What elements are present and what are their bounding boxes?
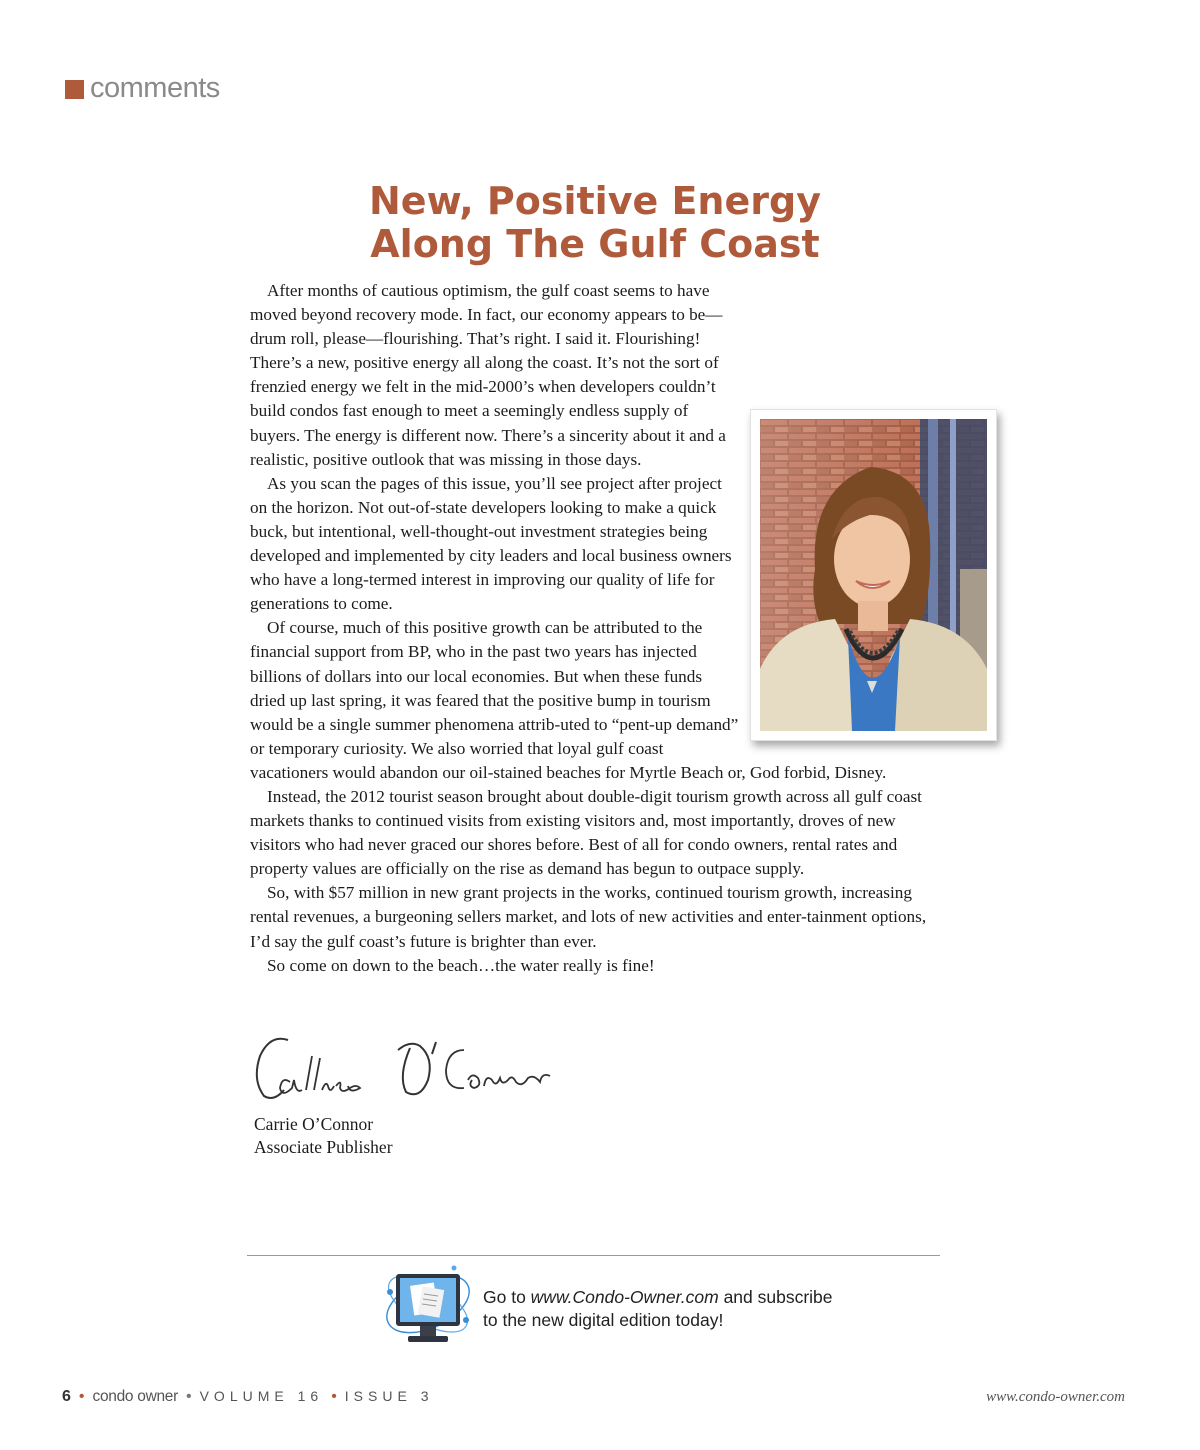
author-photo bbox=[750, 407, 1008, 752]
bullet-icon: • bbox=[78, 1388, 85, 1405]
paragraph-3: Of course, much of this positive growth can be attributed to the financial support from BP, who in the past two years has injected billions of dollars into our local economies. But when these funds dried up last spring, it was feared that the positive bump in tourism would be a single summer phenomena attrib-uted to “pent-up demand” or temporary curiosity. We also worried that loyal gulf coast vacationers would abandon our oil-stained beaches for Myrtle Beach or, God forbid, Disney. bbox=[250, 618, 887, 782]
section-header bbox=[65, 72, 220, 105]
divider-line bbox=[247, 1255, 940, 1256]
article-title-line-1: New, Positive Energy bbox=[369, 179, 821, 223]
author-name: Carrie O’Connor bbox=[254, 1114, 374, 1134]
author-portrait-image bbox=[760, 419, 987, 731]
article-title-line-2: Along The Gulf Coast bbox=[370, 222, 820, 266]
bullet-icon: • bbox=[331, 1388, 337, 1405]
volume-label: VOLUME 16 bbox=[199, 1388, 324, 1404]
subscribe-promo bbox=[483, 1286, 833, 1332]
article-body bbox=[250, 279, 940, 978]
page-number: 6 bbox=[62, 1388, 71, 1405]
photo-frame bbox=[750, 409, 997, 741]
promo-prefix: Go to bbox=[483, 1287, 531, 1307]
paragraph-1: After months of cautious optimism, the gulf coast seems to have moved beyond recovery mode. In fact, our economy appears to be—drum roll, please—flourishing. That’s right. I said it. Flourishing! There’s a new, positive energy all along the coast. It’s not the sort of frenzied energy we felt in the mid-2000’s when developers couldn’t build condos fast enough to meet a seemingly endless supply of buyers. The energy is different now. There’s a sincerity about it and a realistic, positive outlook that was missing in those days. bbox=[250, 281, 726, 469]
magazine-name: condo owner bbox=[92, 1388, 178, 1405]
bullet-icon: • bbox=[185, 1388, 192, 1405]
handwritten-signature bbox=[250, 1028, 570, 1108]
computer-monitor-icon bbox=[382, 1262, 474, 1354]
paragraph-6: So come on down to the beach…the water really is fine! bbox=[267, 955, 655, 975]
paragraph-5: So, with $57 million in new grant projects in the works, continued tourism growth, increasing rental revenues, a burgeoning sellers market, and lots of new activities and enter-tainment options, I’d say the gulf coast’s future is brighter than ever. bbox=[250, 883, 927, 951]
promo-line-1 bbox=[483, 1286, 833, 1309]
author-title: Associate Publisher bbox=[254, 1137, 393, 1157]
paragraph-4: Instead, the 2012 tourist season brought about double-digit tourism growth across all gulf coast markets thanks to continued visits from existing visitors and, most importantly, droves of new visitors who had never graced our shores before. Best of all for condo owners, rental rates and property values are officially on the rise as demand has begun to outpace supply. bbox=[250, 786, 922, 879]
article-title bbox=[250, 180, 940, 266]
promo-suffix: and subscribe bbox=[718, 1287, 833, 1307]
footer-website-link[interactable]: www.condo-owner.com bbox=[986, 1389, 1125, 1405]
page-footer bbox=[62, 1388, 434, 1406]
paragraph-2: As you scan the pages of this issue, you’ll see project after project on the horizon. Not out-of-state developers looking to make a quick buck, but intentional, well-thought-out investment strategies being developed and implemented by city leaders and local business owners who have a long-termed interest in improving our quality of life for generations to come. bbox=[250, 473, 732, 614]
section-square-icon bbox=[65, 80, 84, 99]
issue-label: ISSUE 3 bbox=[344, 1388, 434, 1404]
promo-line-2: to the new digital edition today! bbox=[483, 1310, 724, 1330]
promo-url-link[interactable]: www.Condo-Owner.com bbox=[530, 1287, 719, 1307]
section-label: comments bbox=[90, 72, 220, 104]
